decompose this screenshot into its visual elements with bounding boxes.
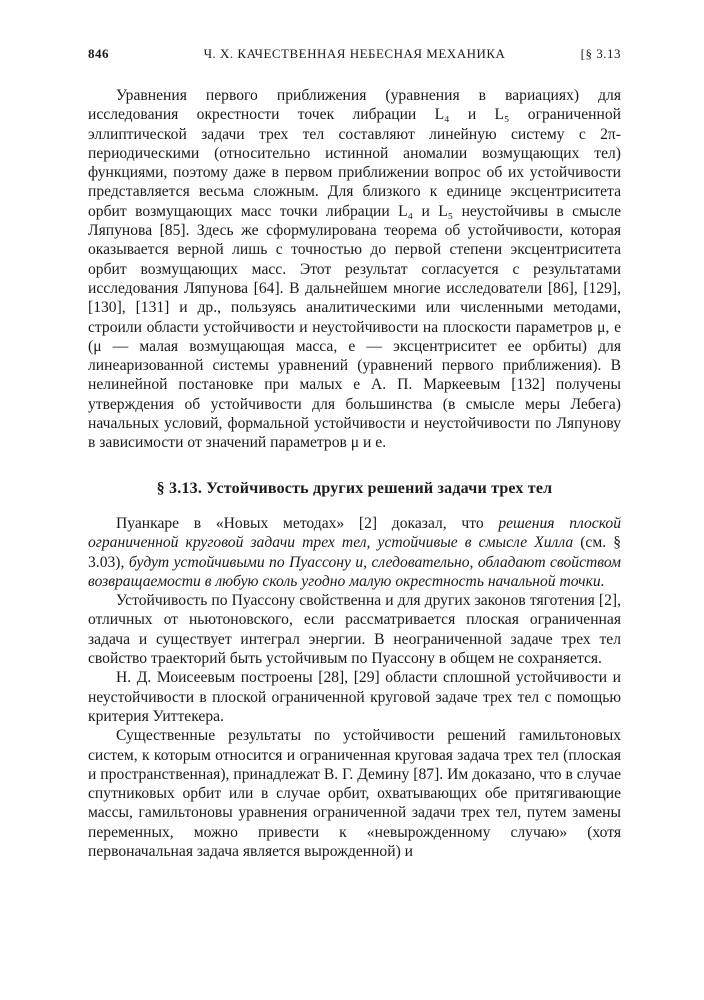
poincare-italic-claim: решения плоской ограниченной круговой задачи трех тел, устойчивые в смысле Хилла — [88, 514, 621, 552]
paragraph-poincare — [88, 514, 621, 591]
page-number: 846 — [88, 46, 109, 61]
poincare-italic-conclusion: будут устойчивыми по Пуассону и, следовательно, обладают свойством возвращаемости в любую сколь угодно малую окрестность начальной точки. — [88, 553, 622, 590]
paragraph-demin: Существенные результаты по устойчивости решений гамильтоновых систем, к которым относится и ограниченная круговая задача трех тел (плоская и пространственная), принадлежат В. Г. Демину [87]. Им доказано, что в случае спутниковых орбит или в случае орбит, охватывающих обе притягивающие массы, гамильтоновы уравнения ограниченной задачи трех тел, путем замены переменных, можно привести к «невырожденному случаю» (хотя первоначальная задача является вырожденной) и — [88, 727, 621, 860]
section-reference: [§ 3.13 — [580, 46, 621, 61]
page-body — [88, 86, 621, 861]
section-heading: § 3.13. Устойчивость других решений задачи трех тел — [156, 479, 553, 497]
poincare-reference-text: (см. § 3.03), — [88, 534, 621, 571]
paragraph-moiseev: Н. Д. Моисеевым построены [28], [29] области сплошной устойчивости и неустойчивости в плоской ограниченной круговой задаче трех тел с помощью критерия Уиттекера. — [88, 669, 621, 725]
page-header — [88, 46, 621, 70]
paragraph-poisson-stability: Устойчивость по Пуассону свойственна и для других законов тяготения [2], отличных от ньютоновского, если рассматривается плоская ограниченная задача и существует интеграл энергии. В неограниченной задаче трех тел свойство траекторий быть устойчивым по Пуассону в общем не сохраняется. — [88, 592, 621, 668]
running-title: Ч. X. КАЧЕСТВЕННАЯ НЕБЕСНАЯ МЕХАНИКА — [203, 46, 506, 61]
paragraph-variational-equations: Уравнения первого приближения (уравнения в вариациях) для исследования окрестности точек либрации L₄ и L₅ ограниченной эллиптической задачи трех тел составляют линейную систему с 2π-периодическими (относительно истинной аномалии возмущающих тел) функциями, поэтому даже в первом приближении вопрос об их устойчивости представляется весьма сложным. Для близкого к единице эксцентриситета орбит возмущающих масс точки либрации L₄ и L₅ неустойчивы в смысле Ляпунова [85]. Здесь же сформулирована теорема об устойчивости, которая оказывается верной лишь с точностью до первой степени эксцентриситета орбит возмущающих масс. Этот результат согласуется с результатами исследования Ляпунова [64]. В дальнейшем многие исследователи [86], [129], [130], [131] и др., пользуясь аналитическими или численными методами, строили области устойчивости и неустойчивости на плоскости параметров μ, e (μ — малая возмущающая масса, e — эксцентриситет ее орбиты) для линеаризованной системы уравнений (уравнений первого приближения). В нелинейной постановке при малых e А. П. Маркеевым [132] получены утверждения об устойчивости для большинства (в смысле меры Лебега) начальных условий, формальной устойчивости и неустойчивости по Ляпунову в зависимости от значений параметров μ и e. — [88, 87, 621, 452]
poincare-lead-text: Пуанкаре в «Новых методах» [2] доказал, что — [116, 514, 499, 532]
